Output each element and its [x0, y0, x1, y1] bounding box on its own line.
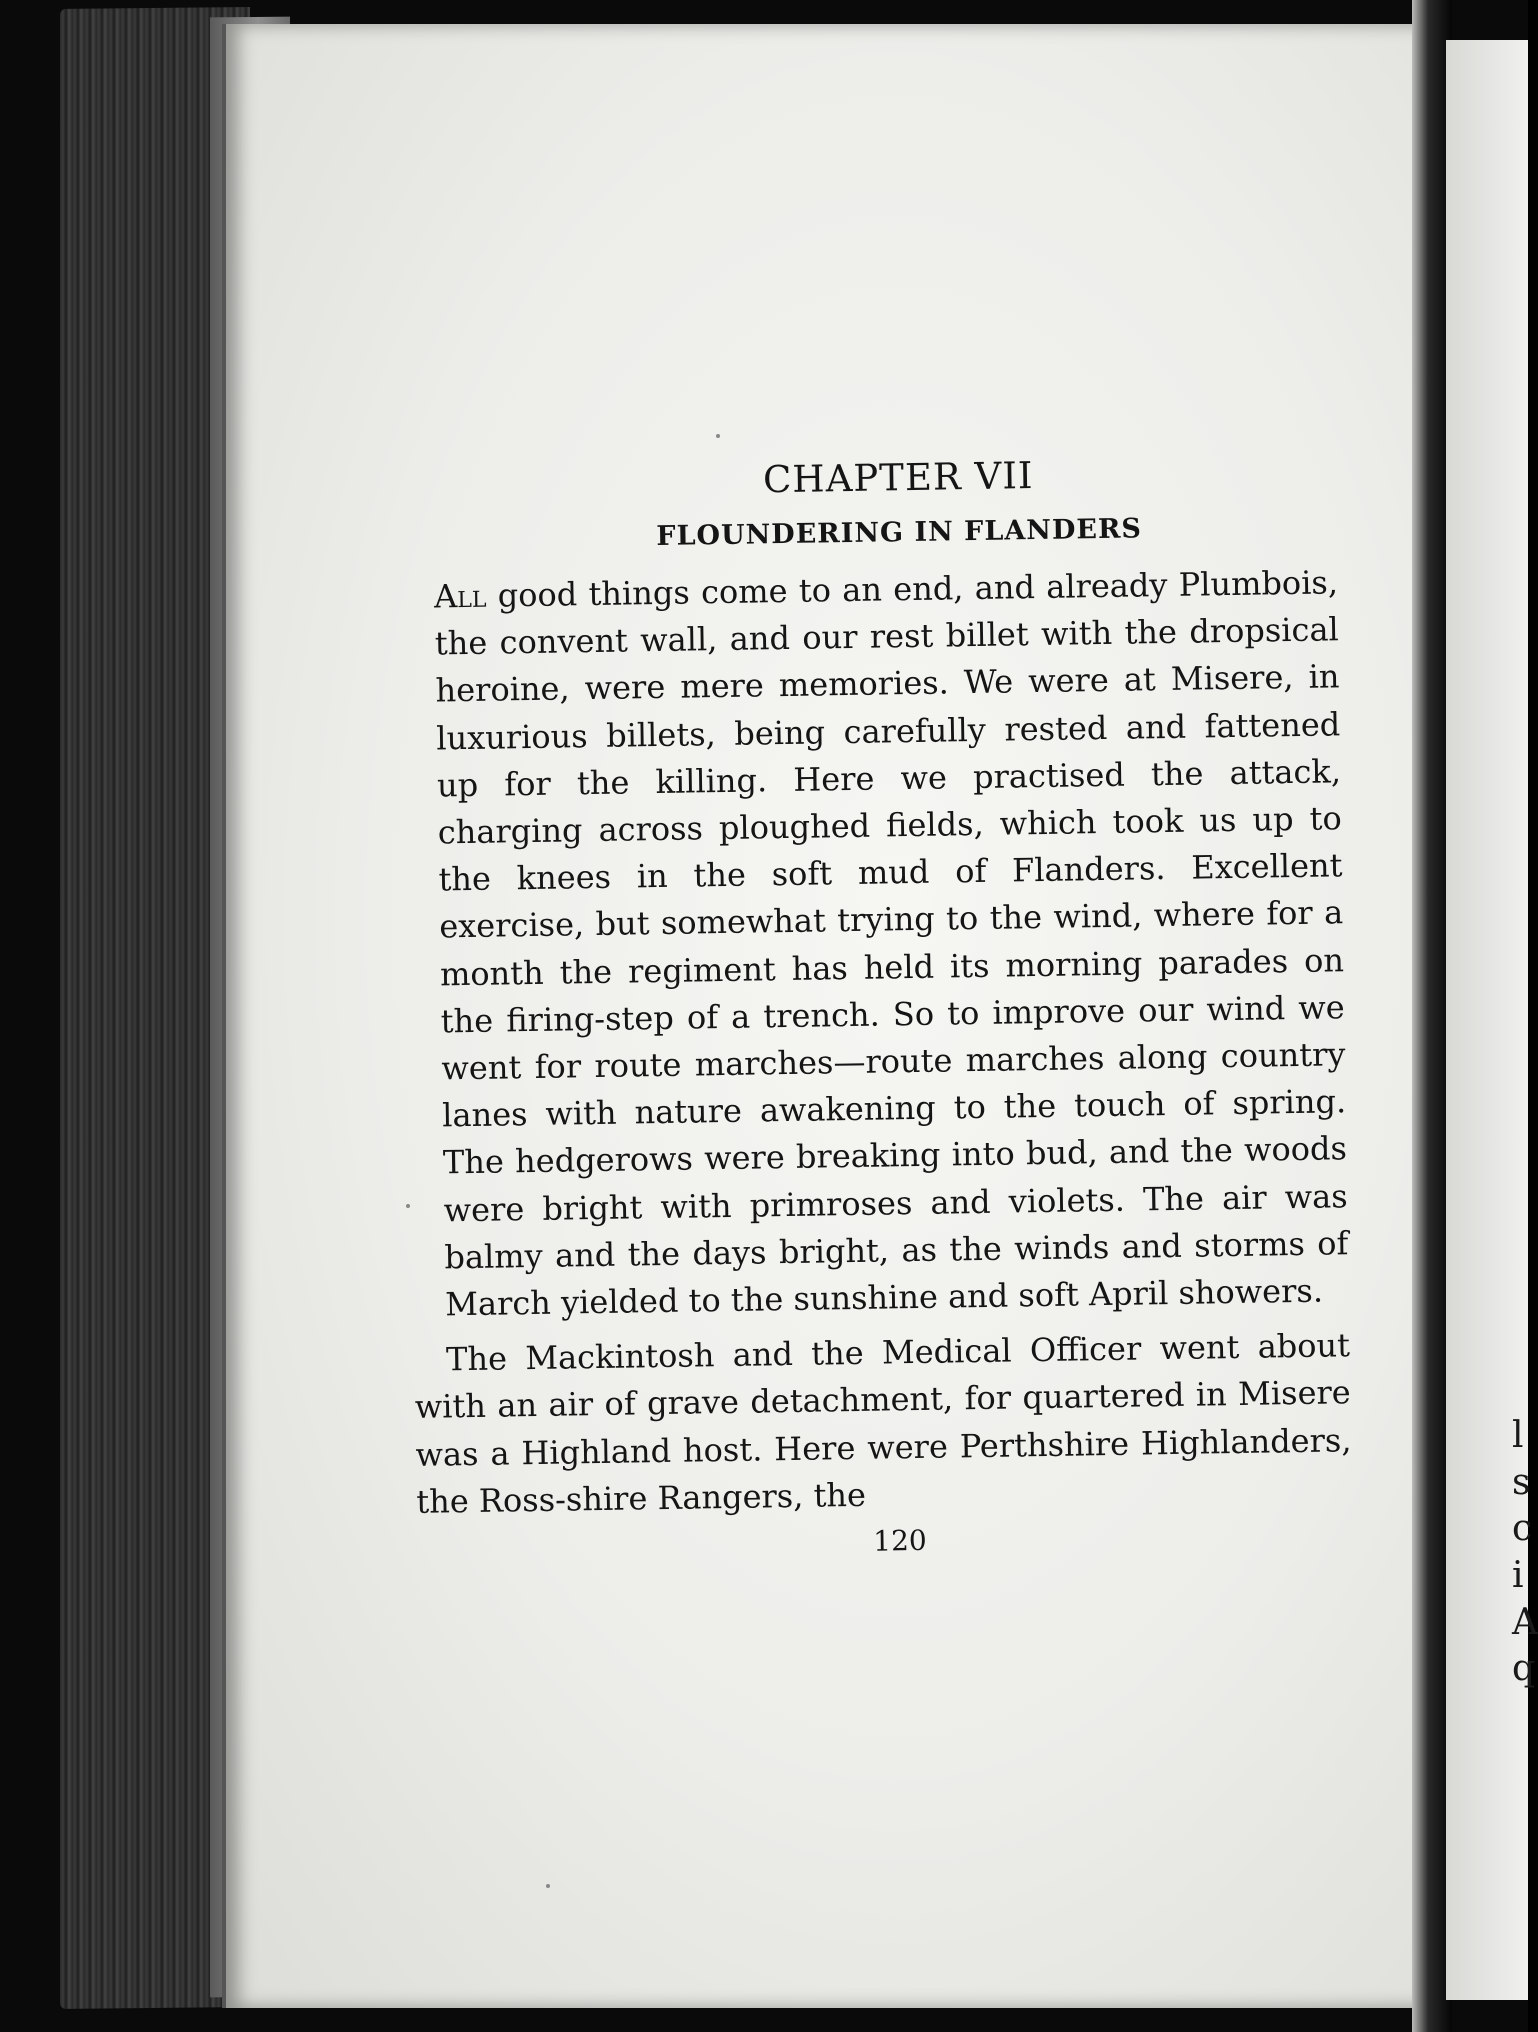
paragraph-lead-word: All — [433, 576, 487, 616]
facing-page-edge — [1446, 40, 1531, 2000]
facing-page-letter: A — [1512, 1602, 1538, 1643]
facing-page-letter: q — [1512, 1648, 1536, 1689]
facing-page-letter: i — [1512, 1555, 1524, 1596]
facing-page-letter: c — [1512, 1508, 1533, 1549]
facing-page-letter: s — [1512, 1462, 1531, 1503]
page-text-block — [400, 449, 1353, 1565]
paper-speck — [546, 1884, 550, 1888]
page-number: 120 — [872, 1523, 927, 1558]
chapter-subtitle: FLOUNDERING IN FLANDERS — [656, 513, 1143, 552]
paragraph-1-text: good things come to an end, and already Plumbois, the convent wall, and our rest billet with the dropsical heroine, were mere memories. We were at Misere, in luxurious billets, being carefully rested and fattened up for the killing. Here we practised the attack, charging across ploughed fields, which took us up to the knees in the soft mud of Flanders. Excellent exercise, but somewhat trying to the wind, where for a month the regiment has held its morning parades on the firing-step of a trench. So to improve our wind we went for route marches—route marches along country lanes with nature awakening to the touch of spring. The hedgerows were breaking into bud, and the woods were bright with primroses and violets. The air was balmy and the days bright, as the winds and storms of March yielded to the sunshine and soft April showers. — [434, 563, 1349, 1324]
paper-speck — [406, 1204, 410, 1208]
chapter-title: CHAPTER VII — [762, 454, 1034, 502]
paragraph-1 — [402, 559, 1350, 1329]
paper-speck — [716, 434, 720, 438]
facing-page-letter: l — [1512, 1415, 1524, 1456]
paragraph-2: The Mackintosh and the Medical Officer went about with an air of grave detachment, for quartered in Misere was a Highland host. Here were Perthshire Highlanders, the Ross-shire Rangers, the — [414, 1326, 1352, 1521]
